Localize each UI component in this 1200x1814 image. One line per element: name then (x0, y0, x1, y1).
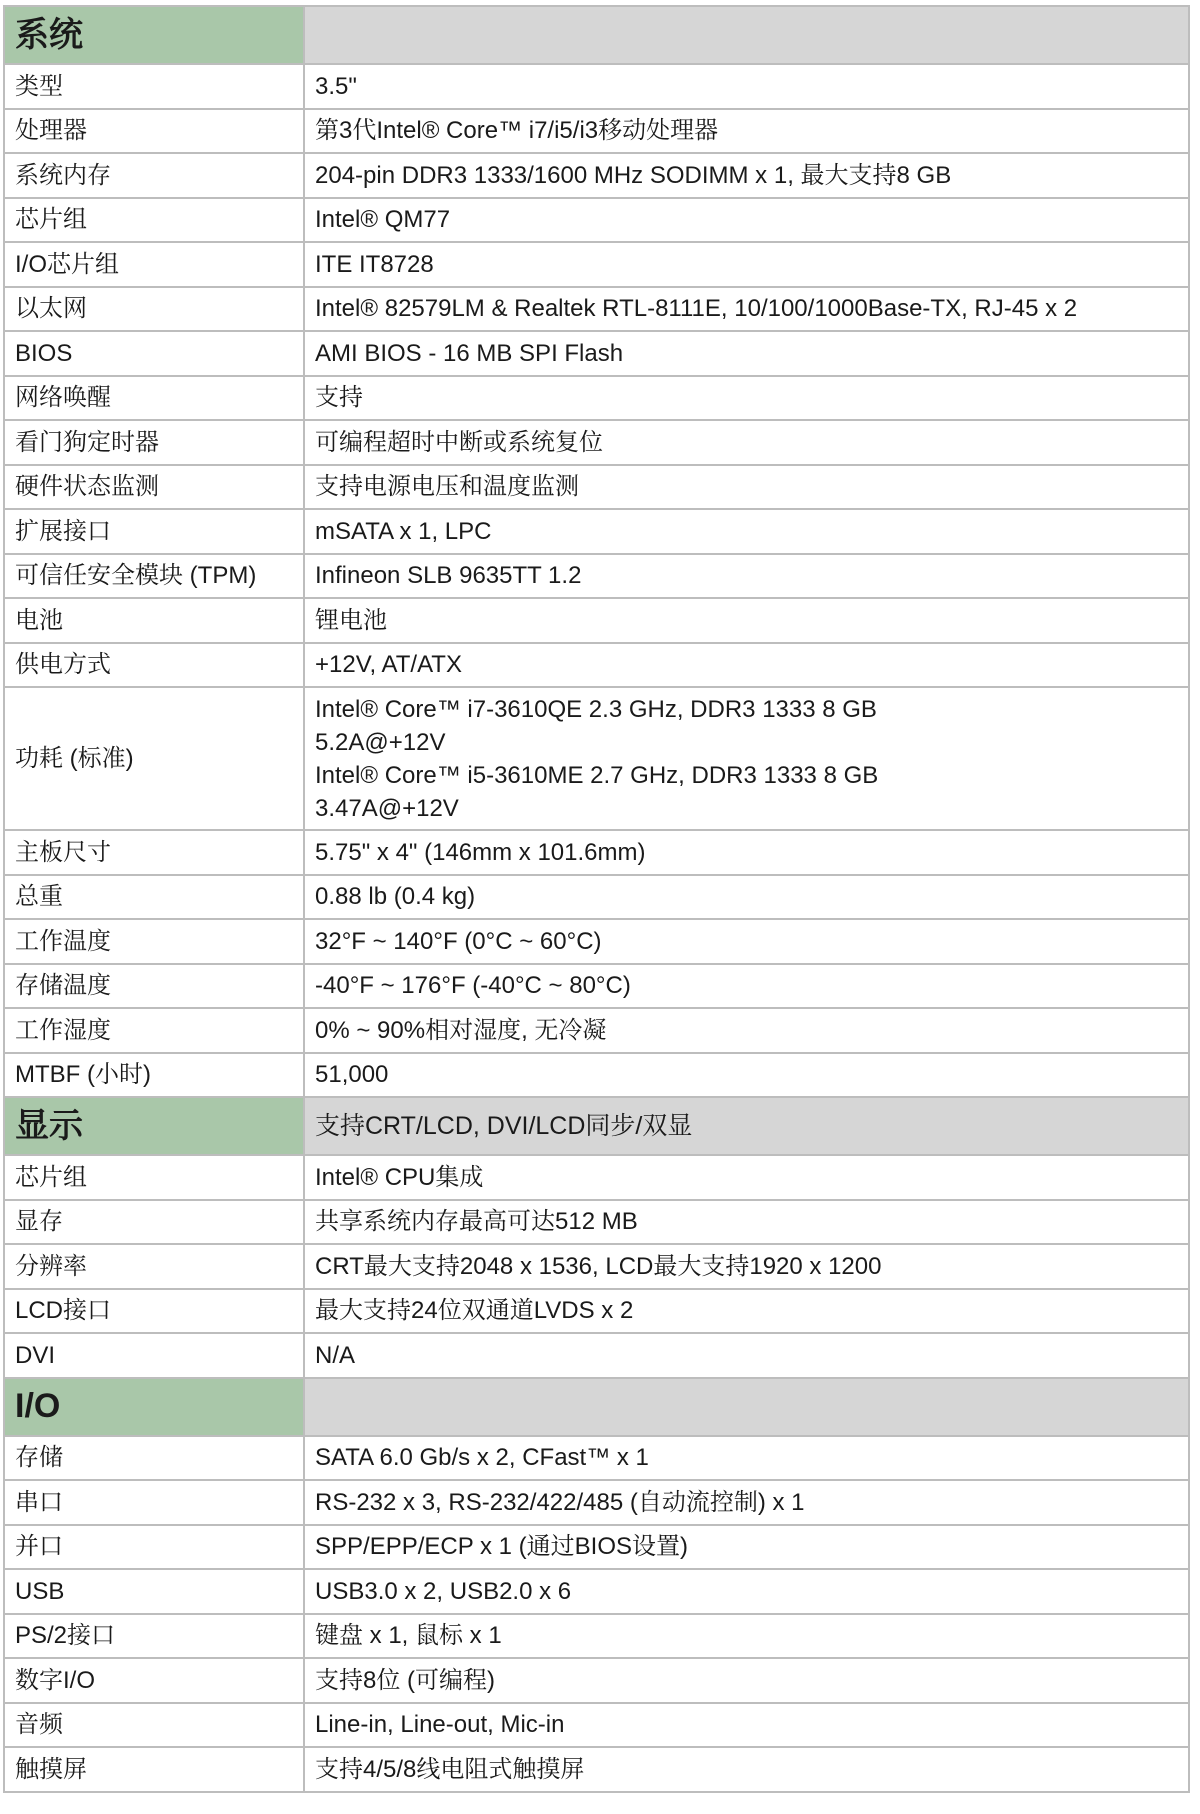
spec-row (4, 643, 1189, 688)
spec-value-line: 锂电池 (315, 606, 387, 634)
spec-value (304, 1658, 1189, 1703)
spec-value-line: 3.47A@+12V (315, 794, 459, 822)
spec-label: 供电方式 (4, 643, 304, 688)
spec-value-line: -40°F ~ 176°F (-40°C ~ 80°C) (315, 972, 631, 1000)
spec-value (304, 1200, 1189, 1245)
spec-row (4, 687, 1189, 830)
spec-label: 看门狗定时器 (4, 420, 304, 465)
spec-value-line: Intel® QM77 (315, 206, 451, 234)
spec-value (304, 1525, 1189, 1570)
spec-row (4, 153, 1189, 198)
spec-label: 并口 (4, 1525, 304, 1570)
spec-row (4, 420, 1189, 465)
spec-value-line: CRT最大支持2048 x 1536, LCD最大支持1920 x 1200 (315, 1252, 882, 1280)
spec-value (304, 1569, 1189, 1614)
spec-value (304, 554, 1189, 599)
spec-value-line: RS-232 x 3, RS-232/422/485 (自动流控制) x 1 (315, 1488, 805, 1516)
spec-label: 显存 (4, 1200, 304, 1245)
spec-row (4, 554, 1189, 599)
spec-row (4, 1569, 1189, 1614)
section-summary (304, 6, 1189, 64)
spec-label: I/O芯片组 (4, 242, 304, 287)
spec-label: 工作温度 (4, 919, 304, 964)
spec-row (4, 1703, 1189, 1748)
spec-label: 可信任安全模块 (TPM) (4, 554, 304, 599)
spec-label: 数字I/O (4, 1658, 304, 1703)
spec-label: 存储 (4, 1436, 304, 1481)
spec-value-line: 支持 (315, 384, 363, 412)
spec-value (304, 64, 1189, 109)
spec-label: MTBF (小时) (4, 1053, 304, 1098)
spec-value-line: 键盘 x 1, 鼠标 x 1 (315, 1622, 502, 1650)
spec-label: 系统内存 (4, 153, 304, 198)
spec-value (304, 687, 1189, 830)
spec-value (304, 1008, 1189, 1053)
spec-label: 类型 (4, 64, 304, 109)
spec-row (4, 1525, 1189, 1570)
spec-value-line: Intel® 82579LM & Realtek RTL-8111E, 10/100/1000Base-TX, RJ-45 x 2 (315, 295, 1078, 323)
spec-value (304, 830, 1189, 875)
spec-label: DVI (4, 1333, 304, 1378)
spec-label: 硬件状态监测 (4, 465, 304, 510)
spec-row (4, 1480, 1189, 1525)
spec-row (4, 331, 1189, 376)
spec-row (4, 919, 1189, 964)
section-summary: 支持CRT/LCD, DVI/LCD同步/双显 (304, 1097, 1189, 1155)
spec-value-line: 支持电源电压和温度监测 (315, 473, 579, 501)
spec-value (304, 1747, 1189, 1792)
spec-label: 芯片组 (4, 198, 304, 243)
spec-value (304, 198, 1189, 243)
spec-value (304, 109, 1189, 154)
spec-value-line: Line-in, Line-out, Mic-in (315, 1711, 565, 1739)
spec-row (4, 1436, 1189, 1481)
section-title: I/O (4, 1378, 304, 1436)
spec-value-line: Infineon SLB 9635TT 1.2 (315, 562, 582, 590)
spec-value (304, 1053, 1189, 1098)
spec-label: 串口 (4, 1480, 304, 1525)
spec-label: 电池 (4, 598, 304, 643)
spec-value (304, 153, 1189, 198)
spec-row (4, 198, 1189, 243)
spec-label: 存储温度 (4, 964, 304, 1009)
spec-value-line: 204-pin DDR3 1333/1600 MHz SODIMM x 1, 最大支持8 GB (315, 161, 952, 189)
spec-value (304, 420, 1189, 465)
spec-label: 功耗 (标准) (4, 687, 304, 830)
spec-label: 主板尺寸 (4, 830, 304, 875)
spec-value (304, 643, 1189, 688)
spec-value (304, 1244, 1189, 1289)
spec-value-line: SATA 6.0 Gb/s x 2, CFast™ x 1 (315, 1444, 649, 1472)
spec-value (304, 1436, 1189, 1481)
spec-row (4, 1244, 1189, 1289)
spec-value (304, 1289, 1189, 1334)
spec-value (304, 1614, 1189, 1659)
spec-row (4, 64, 1189, 109)
spec-value (304, 242, 1189, 287)
spec-value-line: N/A (315, 1341, 356, 1369)
spec-row (4, 376, 1189, 421)
spec-value (304, 376, 1189, 421)
spec-value-line: 0.88 lb (0.4 kg) (315, 883, 476, 911)
spec-value-line: Intel® Core™ i7-3610QE 2.3 GHz, DDR3 1333 8 GB (315, 695, 877, 723)
spec-label: 音频 (4, 1703, 304, 1748)
spec-value-line: 支持8位 (可编程) (315, 1666, 495, 1694)
spec-value-line: 0% ~ 90%相对湿度, 无冷凝 (315, 1016, 607, 1044)
spec-value-line: 51,000 (315, 1061, 389, 1089)
spec-value (304, 875, 1189, 920)
spec-row (4, 1747, 1189, 1792)
spec-row (4, 1333, 1189, 1378)
spec-value-line: 可编程超时中断或系统复位 (315, 428, 603, 456)
spec-value (304, 509, 1189, 554)
spec-value (304, 1480, 1189, 1525)
section-title: 显示 (4, 1097, 304, 1155)
spec-value-line: 第3代Intel® Core™ i7/i5/i3移动处理器 (315, 117, 719, 145)
section-title: 系统 (4, 6, 304, 64)
spec-value (304, 465, 1189, 510)
spec-label: 扩展接口 (4, 509, 304, 554)
section-header-row (4, 1097, 1189, 1155)
spec-row (4, 1289, 1189, 1334)
spec-table (3, 5, 1190, 1793)
spec-value-line: 32°F ~ 140°F (0°C ~ 60°C) (315, 927, 602, 955)
spec-label: 网络唤醒 (4, 376, 304, 421)
spec-value-line: ITE IT8728 (315, 250, 434, 278)
spec-label: 芯片组 (4, 1155, 304, 1200)
section-header-row (4, 1378, 1189, 1436)
spec-value-line: Intel® Core™ i5-3610ME 2.7 GHz, DDR3 1333 8 GB (315, 761, 879, 789)
spec-row (4, 287, 1189, 332)
spec-value (304, 331, 1189, 376)
spec-row (4, 830, 1189, 875)
spec-label: PS/2接口 (4, 1614, 304, 1659)
spec-value-line: Intel® CPU集成 (315, 1163, 484, 1191)
spec-label: 工作湿度 (4, 1008, 304, 1053)
spec-value-line: USB3.0 x 2, USB2.0 x 6 (315, 1577, 572, 1605)
spec-row (4, 1008, 1189, 1053)
spec-label: 以太网 (4, 287, 304, 332)
spec-row (4, 598, 1189, 643)
spec-value-line: 5.2A@+12V (315, 728, 446, 756)
spec-value-line: SPP/EPP/ECP x 1 (通过BIOS设置) (315, 1533, 688, 1561)
spec-label: LCD接口 (4, 1289, 304, 1334)
spec-value-line: 3.5" (315, 72, 357, 100)
spec-row (4, 1614, 1189, 1659)
spec-value-line: 5.75" x 4" (146mm x 101.6mm) (315, 838, 646, 866)
section-header-row (4, 6, 1189, 64)
spec-value-line: AMI BIOS - 16 MB SPI Flash (315, 339, 624, 367)
section-summary (304, 1378, 1189, 1436)
spec-value-line: mSATA x 1, LPC (315, 517, 492, 545)
spec-label: 触摸屏 (4, 1747, 304, 1792)
spec-row (4, 109, 1189, 154)
spec-value-line: +12V, AT/ATX (315, 651, 462, 679)
spec-value-line: 支持4/5/8线电阻式触摸屏 (315, 1755, 585, 1783)
spec-row (4, 1053, 1189, 1098)
spec-label: 分辨率 (4, 1244, 304, 1289)
spec-row (4, 1200, 1189, 1245)
spec-value-line: 共享系统内存最高可达512 MB (315, 1208, 638, 1236)
spec-row (4, 1658, 1189, 1703)
spec-row (4, 509, 1189, 554)
spec-label: 处理器 (4, 109, 304, 154)
spec-value (304, 287, 1189, 332)
spec-value (304, 964, 1189, 1009)
spec-value (304, 1155, 1189, 1200)
spec-value (304, 919, 1189, 964)
spec-value (304, 1703, 1189, 1748)
spec-row (4, 964, 1189, 1009)
spec-row (4, 1155, 1189, 1200)
spec-value (304, 598, 1189, 643)
spec-row (4, 875, 1189, 920)
spec-value-line: 最大支持24位双通道LVDS x 2 (315, 1297, 634, 1325)
spec-row (4, 242, 1189, 287)
spec-row (4, 465, 1189, 510)
spec-value (304, 1333, 1189, 1378)
spec-label: USB (4, 1569, 304, 1614)
spec-label: BIOS (4, 331, 304, 376)
spec-label: 总重 (4, 875, 304, 920)
